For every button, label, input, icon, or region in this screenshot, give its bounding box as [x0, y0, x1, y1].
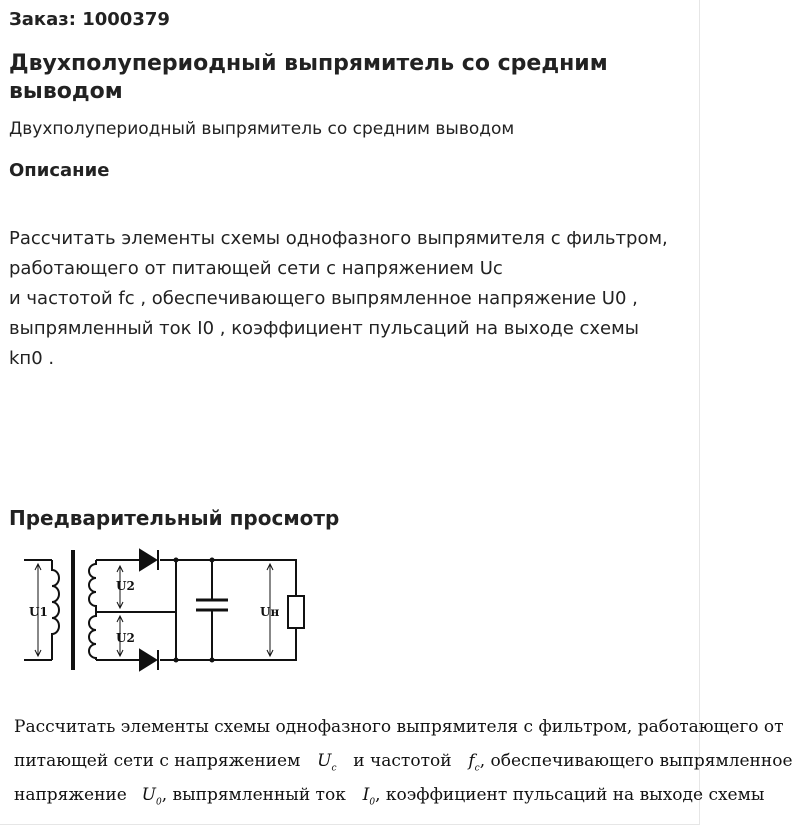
label-u1: U1 — [29, 605, 48, 619]
preview-heading: Предварительный просмотр — [9, 506, 340, 530]
scanned-task-text — [14, 710, 793, 812]
preview-image — [0, 538, 793, 826]
description-line: kп0 . — [9, 348, 55, 369]
description-line: Рассчитать элементы схемы однофазного выпрямителя с фильтром, — [9, 228, 668, 249]
description-text — [9, 224, 694, 374]
label-un: Uн — [260, 605, 280, 619]
description-heading: Описание — [9, 160, 110, 181]
order-number: Заказ: 1000379 — [9, 9, 170, 30]
scan-line-1: Рассчитать элементы схемы однофазного выпрямителя с фильтром, работающего от — [14, 717, 784, 737]
scan-line-3: напряжение $U_0$, выпрямленный ток $I_0$, коэффициент пульсаций на выходе схемы — [14, 785, 765, 808]
label-u2-top: U2 — [116, 579, 135, 593]
description-line: и частотой fc , обеспечивающего выпрямленное напряжение U0 , — [9, 288, 638, 309]
var-uc: $U_c$ — [317, 751, 337, 774]
label-u2-bottom: U2 — [116, 631, 135, 645]
var-fc: $f_c$ — [468, 751, 480, 774]
description-line: выпрямленный ток I0 , коэффициент пульсаций на выходе схемы — [9, 318, 639, 339]
description-line: работающего от питающей сети с напряжением Uc — [9, 258, 503, 279]
rectifier-schematic — [16, 542, 316, 678]
page-subtitle: Двухполупериодный выпрямитель со средним выводом — [9, 119, 515, 139]
scan-line-2: питающей сети с напряжением $U_c$ и частотой $f_c$, обеспечивающего выпрямленное — [14, 751, 793, 774]
var-u0: $U_0$ — [141, 785, 162, 808]
var-i0: $I_0$ — [362, 785, 376, 808]
page-title: Двухполупериодный выпрямитель со средним выводом — [9, 51, 608, 104]
